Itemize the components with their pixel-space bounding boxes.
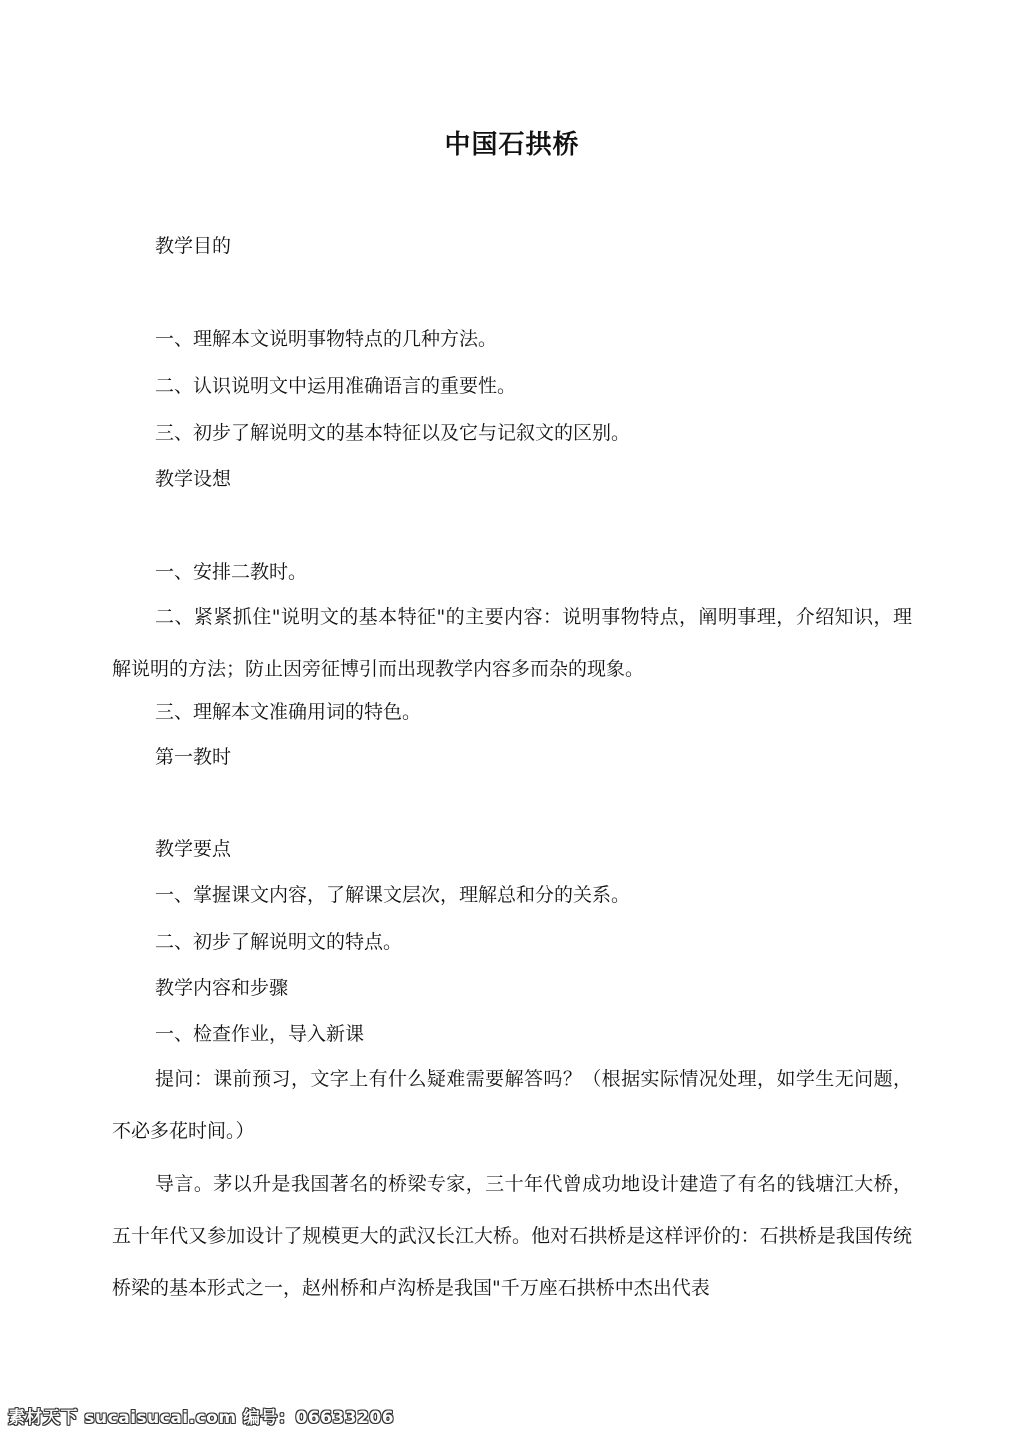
heading-content-steps: 教学内容和步骤 <box>155 977 289 999</box>
idea-item-1: 一、安排二教时。 <box>155 561 308 583</box>
intro-paragraph: 导言。茅以升是我国著名的桥梁专家，三十年代曾成功地设计建造了有名的钱塘江大桥，五十年代又参加设计了规模更大的武汉长江大桥。他对石拱桥是这样评价的：石拱桥是我国传统桥梁的基本形式之一，赵州桥和卢沟桥是我国"千万座石拱桥中杰出代表 <box>112 1173 912 1299</box>
goal-item-1: 一、理解本文说明事物特点的几种方法。 <box>155 328 498 350</box>
point-item-1: 一、掌握课文内容，了解课文层次，理解总和分的关系。 <box>155 884 631 906</box>
document-title: 中国石拱桥 <box>444 130 580 160</box>
goal-item-3: 三、初步了解说明文的基本特征以及它与记叙文的区别。 <box>155 422 631 444</box>
idea-item-2: 二、紧紧抓住"说明文的基本特征"的主要内容：说明事物特点，阐明事理，介绍知识，理解说明的方法；防止因旁征博引而出现教学内容多而杂的现象。 <box>112 606 912 680</box>
step-item-1: 一、检查作业，导入新课 <box>155 1023 365 1045</box>
point-item-2: 二、初步了解说明文的特点。 <box>155 931 403 953</box>
heading-teaching-ideas: 教学设想 <box>155 468 232 490</box>
heading-teaching-goals: 教学目的 <box>155 235 232 257</box>
heading-key-points: 教学要点 <box>155 838 232 860</box>
question-paragraph: 提问：课前预习，文字上有什么疑难需要解答吗？（根据实际情况处理，如学生无问题，不必多花时间。） <box>112 1068 912 1142</box>
goal-item-2: 二、认识说明文中运用准确语言的重要性。 <box>155 375 517 397</box>
heading-first-lesson: 第一教时 <box>155 746 232 768</box>
watermark-text: 素材天下 sucaisucai.com 编号：06633206 <box>8 1408 395 1428</box>
idea-item-3: 三、理解本文准确用词的特色。 <box>155 701 422 723</box>
